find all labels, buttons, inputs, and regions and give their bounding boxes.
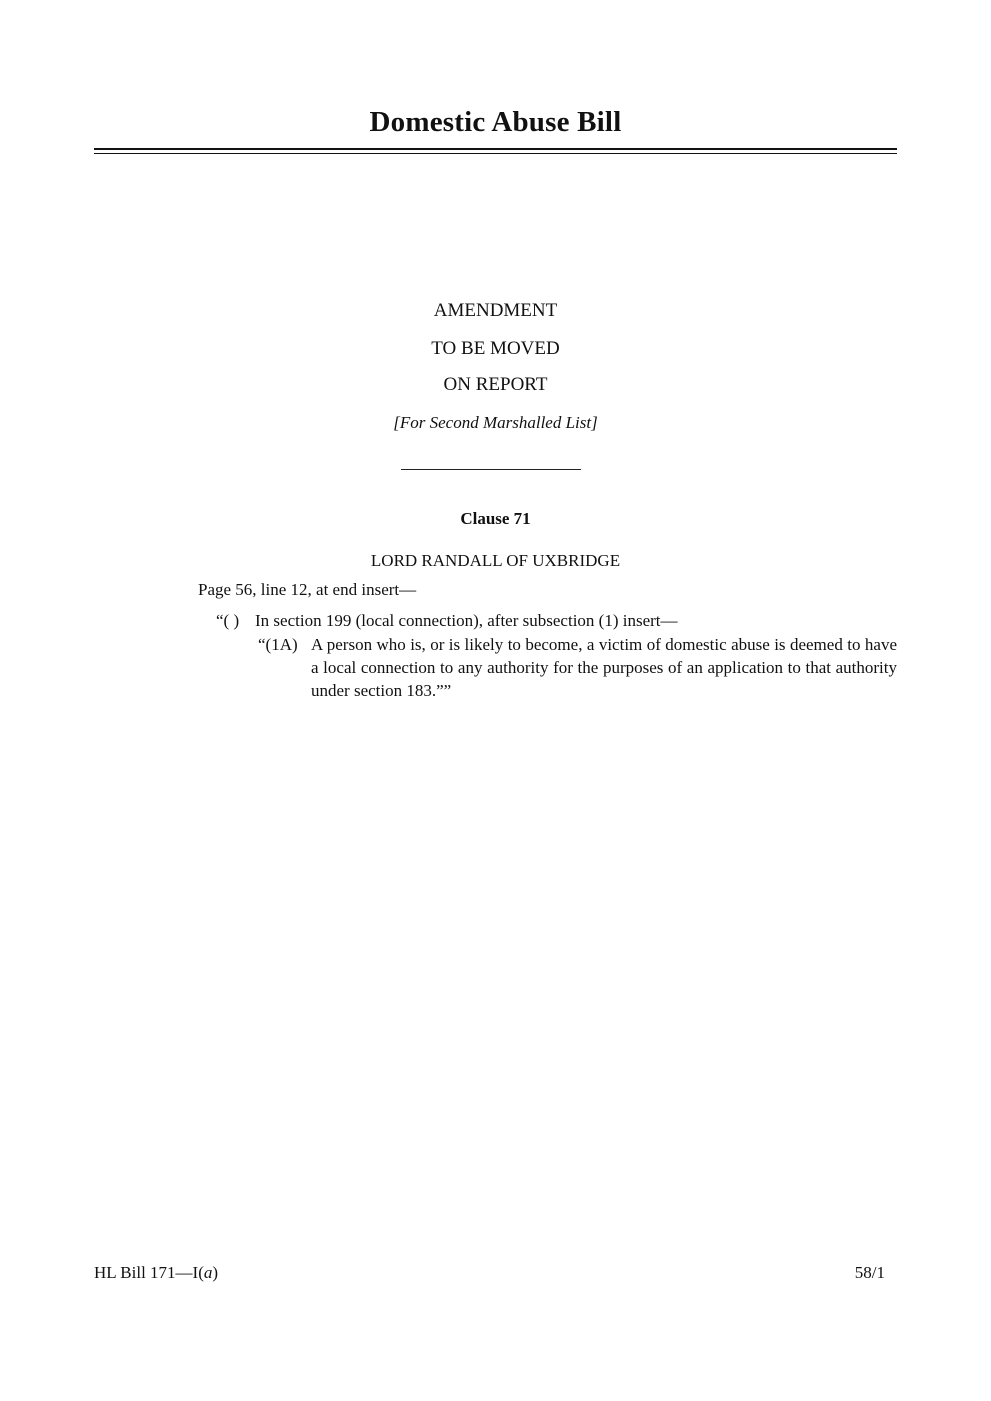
- title-rule-thick: [94, 148, 897, 150]
- page-reference: 58/1: [854, 1263, 885, 1282]
- bill-reference-suffix: ): [212, 1263, 219, 1282]
- bill-reference: [94, 1263, 218, 1283]
- heading-on-report: ON REPORT: [443, 374, 548, 395]
- subsection-text: In section 199 (local connection), after subsection (1) insert—: [255, 611, 678, 630]
- inserted-subsection-text: A person who is, or is likely to become, a victim of domestic abuse is deemed to have a local connection to any authority for the purposes of an application to that authority under section 183.””: [311, 635, 897, 700]
- marshalled-list-note: [For Second Marshalled List]: [393, 413, 598, 432]
- document-title: Domestic Abuse Bill: [369, 106, 622, 138]
- member-name: LORD RANDALL OF UXBRIDGE: [370, 551, 621, 570]
- clause-heading: Clause 71: [460, 509, 531, 528]
- title-rule-thin: [94, 153, 897, 154]
- heading-amendment: AMENDMENT: [433, 300, 558, 321]
- bill-reference-prefix: HL Bill 171—I(: [94, 1263, 204, 1282]
- amendment-location: Page 56, line 12, at end insert—: [198, 580, 417, 599]
- heading-to-be-moved: TO BE MOVED: [431, 338, 560, 359]
- bill-reference-italic: a: [203, 1263, 213, 1282]
- inserted-subsection-marker: “(1A): [258, 635, 298, 654]
- section-divider: [401, 469, 581, 470]
- subsection-marker: “( ): [216, 611, 240, 630]
